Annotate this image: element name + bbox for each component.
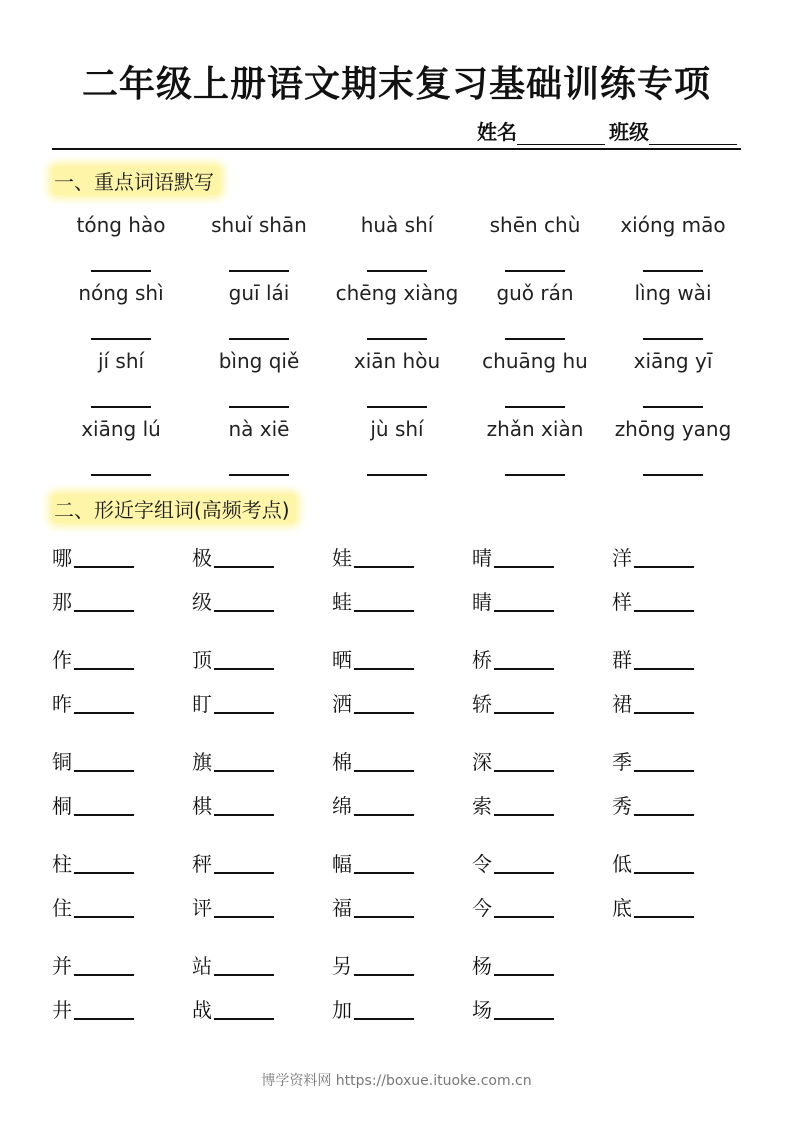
- answer-blank[interactable]: [494, 668, 554, 670]
- character: 极: [192, 546, 212, 570]
- character-item: [52, 998, 192, 1022]
- pinyin-text: shēn chù: [489, 213, 581, 237]
- answer-blank[interactable]: [354, 1018, 414, 1020]
- answer-blank[interactable]: [229, 406, 289, 408]
- answer-blank[interactable]: [634, 712, 694, 714]
- answer-blank[interactable]: [74, 668, 134, 670]
- pinyin-text: bìng qiě: [218, 349, 300, 373]
- pinyin-row: [52, 412, 742, 480]
- answer-blank[interactable]: [643, 474, 703, 476]
- class-field[interactable]: [649, 122, 737, 145]
- pinyin-text: huà shí: [360, 213, 434, 237]
- character-pair-group: [52, 832, 752, 934]
- character: 索: [472, 794, 492, 818]
- character-item: [472, 692, 612, 716]
- pinyin-item: [52, 276, 190, 344]
- character-item: [612, 648, 752, 672]
- answer-blank[interactable]: [74, 974, 134, 976]
- pinyin-item: [604, 344, 742, 412]
- character-item: [332, 794, 472, 818]
- character-item: [52, 852, 192, 876]
- character-pair-group: [52, 934, 752, 1036]
- answer-blank[interactable]: [74, 814, 134, 816]
- answer-blank[interactable]: [354, 566, 414, 568]
- character-row: [52, 876, 752, 920]
- character: 娃: [332, 546, 352, 570]
- answer-blank[interactable]: [367, 474, 427, 476]
- pinyin-text: lìng wài: [634, 281, 712, 305]
- character: 盯: [192, 692, 212, 716]
- answer-blank[interactable]: [214, 668, 274, 670]
- character: 加: [332, 998, 352, 1022]
- character: 深: [472, 750, 492, 774]
- character: 令: [472, 852, 492, 876]
- pinyin-text: nà xiē: [228, 417, 290, 441]
- section1-heading: 一、重点词语默写: [52, 166, 220, 195]
- pinyin-item: [328, 344, 466, 412]
- character: 作: [52, 648, 72, 672]
- pinyin-row: [52, 276, 742, 344]
- pinyin-text: zhōng yang: [614, 417, 732, 441]
- character-item: [472, 998, 612, 1022]
- answer-blank[interactable]: [214, 814, 274, 816]
- character: 今: [472, 896, 492, 920]
- answer-blank[interactable]: [494, 872, 554, 874]
- answer-blank[interactable]: [229, 338, 289, 340]
- answer-blank[interactable]: [214, 1018, 274, 1020]
- character: 秀: [612, 794, 632, 818]
- character-item: [52, 590, 192, 614]
- character-pair-group: [52, 526, 752, 628]
- character-item: [612, 692, 752, 716]
- answer-blank[interactable]: [494, 814, 554, 816]
- answer-blank[interactable]: [634, 610, 694, 612]
- character: 睛: [472, 590, 492, 614]
- character-item: [52, 896, 192, 920]
- character: 柱: [52, 852, 72, 876]
- answer-blank[interactable]: [214, 916, 274, 918]
- character-item: [192, 590, 332, 614]
- pinyin-text: nóng shì: [78, 281, 164, 305]
- pinyin-item: [328, 276, 466, 344]
- answer-blank[interactable]: [643, 406, 703, 408]
- character-item: [192, 896, 332, 920]
- answer-blank[interactable]: [214, 974, 274, 976]
- character-row: [52, 978, 752, 1022]
- pinyin-item: [190, 344, 328, 412]
- character-item: [192, 648, 332, 672]
- pinyin-item: [466, 344, 604, 412]
- student-info: [477, 116, 741, 145]
- character: 裙: [612, 692, 632, 716]
- pinyin-text: jí shí: [97, 349, 145, 373]
- character: 桐: [52, 794, 72, 818]
- answer-blank[interactable]: [634, 668, 694, 670]
- character: 级: [192, 590, 212, 614]
- character-item: [332, 546, 472, 570]
- character-item: [472, 954, 612, 978]
- pinyin-row: [52, 344, 742, 412]
- pinyin-item: [190, 412, 328, 480]
- pinyin-text: tóng hào: [76, 213, 166, 237]
- character-item: [52, 794, 192, 818]
- character-item: [52, 648, 192, 672]
- answer-blank[interactable]: [354, 770, 414, 772]
- character-item: [612, 590, 752, 614]
- class-label: 班级: [609, 120, 649, 144]
- character: 群: [612, 648, 632, 672]
- character-item: [472, 546, 612, 570]
- character: 昨: [52, 692, 72, 716]
- footer-watermark: 博学资料网 https://boxue.ituoke.com.cn: [261, 1073, 532, 1089]
- header-divider: [52, 148, 741, 150]
- pinyin-item: [328, 208, 466, 276]
- answer-blank[interactable]: [505, 406, 565, 408]
- character: 评: [192, 896, 212, 920]
- character-item: [52, 954, 192, 978]
- answer-blank[interactable]: [634, 872, 694, 874]
- pinyin-text: shuǐ shān: [211, 213, 307, 237]
- pinyin-text: guī lái: [228, 281, 290, 305]
- character-item: [52, 750, 192, 774]
- character-pair-group: [52, 730, 752, 832]
- character: 底: [612, 896, 632, 920]
- pinyin-item: [52, 344, 190, 412]
- character: 晒: [332, 648, 352, 672]
- answer-blank[interactable]: [74, 610, 134, 612]
- answer-blank[interactable]: [505, 270, 565, 272]
- pinyin-dictation-grid: [52, 208, 742, 480]
- character: 绵: [332, 794, 352, 818]
- character-item: [612, 794, 752, 818]
- pinyin-item: [604, 412, 742, 480]
- answer-blank[interactable]: [354, 668, 414, 670]
- character: 福: [332, 896, 352, 920]
- name-label: 姓名: [477, 120, 517, 144]
- character-item: [332, 998, 472, 1022]
- pinyin-text: xiāng yī: [633, 349, 713, 373]
- answer-blank[interactable]: [91, 406, 151, 408]
- answer-blank[interactable]: [354, 872, 414, 874]
- character-item: [612, 896, 752, 920]
- answer-blank[interactable]: [91, 270, 151, 272]
- answer-blank[interactable]: [494, 974, 554, 976]
- character-item: [612, 852, 752, 876]
- answer-blank[interactable]: [494, 916, 554, 918]
- character: 井: [52, 998, 72, 1022]
- answer-blank[interactable]: [634, 770, 694, 772]
- pinyin-text: xiān hòu: [353, 349, 441, 373]
- pinyin-row: [52, 208, 742, 276]
- pinyin-item: [52, 208, 190, 276]
- pinyin-text: chēng xiàng: [335, 281, 459, 305]
- answer-blank[interactable]: [74, 566, 134, 568]
- character-item: [52, 692, 192, 716]
- character-item: [472, 852, 612, 876]
- character: 蛙: [332, 590, 352, 614]
- answer-blank[interactable]: [91, 474, 151, 476]
- character-row: [52, 934, 752, 978]
- character-item: [192, 546, 332, 570]
- answer-blank[interactable]: [494, 770, 554, 772]
- answer-blank[interactable]: [367, 338, 427, 340]
- answer-blank[interactable]: [367, 406, 427, 408]
- pinyin-item: [466, 208, 604, 276]
- pinyin-text: zhǎn xiàn: [486, 417, 584, 441]
- character-item: [332, 896, 472, 920]
- answer-blank[interactable]: [354, 712, 414, 714]
- pinyin-text: xiāng lú: [81, 417, 161, 441]
- character: 站: [192, 954, 212, 978]
- pinyin-item: [52, 412, 190, 480]
- character-item: [332, 590, 472, 614]
- answer-blank[interactable]: [229, 270, 289, 272]
- character-item: [612, 750, 752, 774]
- answer-blank[interactable]: [354, 814, 414, 816]
- pinyin-item: [604, 208, 742, 276]
- answer-blank[interactable]: [634, 566, 694, 568]
- character-item: [192, 750, 332, 774]
- answer-blank[interactable]: [74, 1018, 134, 1020]
- character-item: [192, 998, 332, 1022]
- character-item: [472, 794, 612, 818]
- character: 低: [612, 852, 632, 876]
- character-item: [192, 794, 332, 818]
- character: 顶: [192, 648, 212, 672]
- answer-blank[interactable]: [214, 610, 274, 612]
- character: 另: [332, 954, 352, 978]
- answer-blank[interactable]: [634, 916, 694, 918]
- character: 幅: [332, 852, 352, 876]
- pinyin-text: guǒ rán: [496, 281, 574, 305]
- answer-blank[interactable]: [354, 974, 414, 976]
- character-item: [472, 648, 612, 672]
- character-pair-group: [52, 628, 752, 730]
- character: 杨: [472, 954, 492, 978]
- answer-blank[interactable]: [367, 270, 427, 272]
- character-row: [52, 774, 752, 818]
- character: 场: [472, 998, 492, 1022]
- answer-blank[interactable]: [74, 712, 134, 714]
- pinyin-text: xióng māo: [620, 213, 726, 237]
- answer-blank[interactable]: [91, 338, 151, 340]
- character-row: [52, 570, 752, 614]
- answer-blank[interactable]: [505, 338, 565, 340]
- character: 哪: [52, 546, 72, 570]
- character-row: [52, 526, 752, 570]
- character-row: [52, 628, 752, 672]
- character: 并: [52, 954, 72, 978]
- answer-blank[interactable]: [74, 872, 134, 874]
- character: 棉: [332, 750, 352, 774]
- character-row: [52, 672, 752, 716]
- character-row: [52, 832, 752, 876]
- character-item: [472, 750, 612, 774]
- answer-blank[interactable]: [354, 916, 414, 918]
- answer-blank[interactable]: [634, 814, 694, 816]
- pinyin-item: [190, 208, 328, 276]
- answer-blank[interactable]: [494, 566, 554, 568]
- pinyin-text: jù shí: [370, 417, 424, 441]
- character-item: [332, 692, 472, 716]
- pinyin-item: [190, 276, 328, 344]
- answer-blank[interactable]: [494, 712, 554, 714]
- character: 晴: [472, 546, 492, 570]
- character-item: [192, 852, 332, 876]
- character: 秤: [192, 852, 212, 876]
- answer-blank[interactable]: [494, 1018, 554, 1020]
- character: 棋: [192, 794, 212, 818]
- character-item: [192, 954, 332, 978]
- section2-heading: 二、形近字组词(高频考点): [52, 494, 296, 523]
- pinyin-item: [328, 412, 466, 480]
- character-item: [332, 852, 472, 876]
- pinyin-item: [604, 276, 742, 344]
- answer-blank[interactable]: [229, 474, 289, 476]
- character: 洋: [612, 546, 632, 570]
- answer-blank[interactable]: [354, 610, 414, 612]
- answer-blank[interactable]: [494, 610, 554, 612]
- character-item: [332, 954, 472, 978]
- page-title: 二年级上册语文期末复习基础训练专项: [81, 64, 711, 105]
- answer-blank[interactable]: [643, 270, 703, 272]
- pinyin-item: [466, 276, 604, 344]
- character: 那: [52, 590, 72, 614]
- answer-blank[interactable]: [214, 712, 274, 714]
- character: 住: [52, 896, 72, 920]
- character: 轿: [472, 692, 492, 716]
- character: 洒: [332, 692, 352, 716]
- character: 铜: [52, 750, 72, 774]
- character-item: [332, 750, 472, 774]
- similar-characters-grid: [52, 526, 752, 1036]
- answer-blank[interactable]: [643, 338, 703, 340]
- character: 样: [612, 590, 632, 614]
- answer-blank[interactable]: [74, 770, 134, 772]
- character-item: [472, 590, 612, 614]
- answer-blank[interactable]: [214, 872, 274, 874]
- character: 季: [612, 750, 632, 774]
- name-field[interactable]: [517, 122, 605, 145]
- character-item: [612, 546, 752, 570]
- answer-blank[interactable]: [214, 770, 274, 772]
- pinyin-item: [466, 412, 604, 480]
- answer-blank[interactable]: [74, 916, 134, 918]
- character-item: [192, 692, 332, 716]
- character: 战: [192, 998, 212, 1022]
- character-item: [332, 648, 472, 672]
- answer-blank[interactable]: [214, 566, 274, 568]
- character-item: [52, 546, 192, 570]
- answer-blank[interactable]: [505, 474, 565, 476]
- character: 桥: [472, 648, 492, 672]
- character: 旗: [192, 750, 212, 774]
- pinyin-text: chuāng hu: [482, 349, 588, 373]
- character-item: [472, 896, 612, 920]
- character-row: [52, 730, 752, 774]
